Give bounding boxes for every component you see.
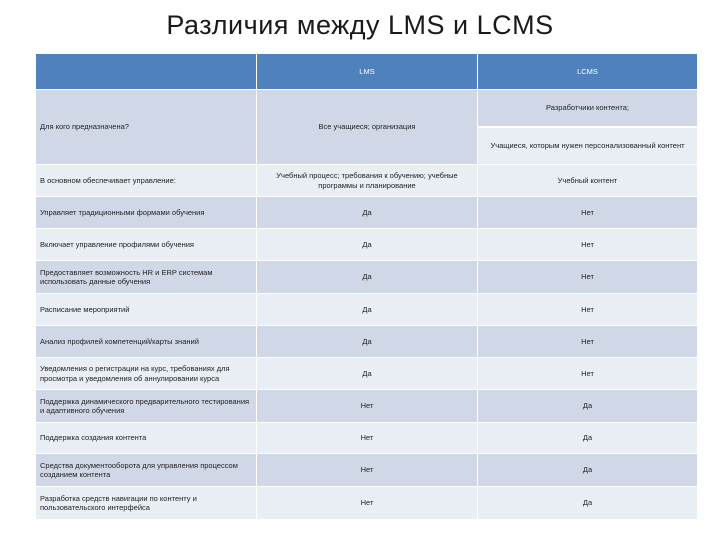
table-row <box>36 197 698 229</box>
header-cell-lms: LMS <box>257 54 478 90</box>
row-lms-value: Да <box>257 197 478 229</box>
row-lcms-value: Да <box>478 454 698 487</box>
table-row <box>36 165 698 197</box>
audience-lcms <box>478 90 698 165</box>
row-label: Поддержка создания контента <box>36 423 257 454</box>
table-row <box>36 423 698 454</box>
page-title: Различия между LMS и LCMS <box>166 10 554 40</box>
table-row-audience <box>36 90 698 165</box>
row-lms-value: Нет <box>257 390 478 423</box>
row-lcms-value: Нет <box>478 197 698 229</box>
row-label: Анализ профилей компетенций/карты знаний <box>36 326 257 358</box>
row-lms-value: Да <box>257 261 478 294</box>
row-lcms-value: Нет <box>478 358 698 390</box>
row-lms-value: Да <box>257 358 478 390</box>
row-lcms-value: Да <box>478 487 698 520</box>
table-row <box>36 229 698 261</box>
row-label: Поддержка динамического предварительного тестирования и адаптивного обучения <box>36 390 257 423</box>
header-cell-feature <box>36 54 257 90</box>
row-label: Включает управление профилями обучения <box>36 229 257 261</box>
table-row <box>36 358 698 390</box>
row-label: Управляет традиционными формами обучения <box>36 197 257 229</box>
table-header-row <box>36 54 698 90</box>
audience-lcms-bottom: Учащиеся, которым нужен персонализованный контент <box>478 128 697 164</box>
row-label: В основном обеспечивает управление: <box>36 165 257 197</box>
table-row <box>36 326 698 358</box>
row-lms-value: Да <box>257 229 478 261</box>
row-lms-value: Да <box>257 326 478 358</box>
table-row <box>36 294 698 326</box>
audience-lms: Все учащиеся; организация <box>257 90 478 165</box>
row-label: Расписание мероприятий <box>36 294 257 326</box>
row-lms-value: Нет <box>257 454 478 487</box>
row-lms-value: Учебный процесс; требования к обучению; учебные программы и планирование <box>257 165 478 197</box>
row-lms-value: Да <box>257 294 478 326</box>
row-lcms-value: Учебный контент <box>478 165 698 197</box>
row-lcms-value: Да <box>478 390 698 423</box>
table-row <box>36 390 698 423</box>
table-row <box>36 487 698 520</box>
row-lcms-value: Нет <box>478 261 698 294</box>
row-label: Уведомления о регистрации на курс, требованиях для просмотра и уведомления об аннулировании курса <box>36 358 257 390</box>
row-lcms-value: Нет <box>478 229 698 261</box>
table-row <box>36 454 698 487</box>
row-lms-value: Нет <box>257 487 478 520</box>
audience-label: Для кого предназначена? <box>36 90 257 165</box>
header-cell-lcms: LCMS <box>478 54 698 90</box>
row-lcms-value: Нет <box>478 294 698 326</box>
row-label: Предоставляет возможность HR и ERP системам использовать данные обучения <box>36 261 257 294</box>
audience-lcms-top: Разработчики контента; <box>478 90 697 128</box>
row-lcms-value: Да <box>478 423 698 454</box>
row-label: Разработка средств навигации по контенту и пользовательского интерфейса <box>36 487 257 520</box>
row-label: Средства документооборота для управления процессом созданием контента <box>36 454 257 487</box>
row-lcms-value: Нет <box>478 326 698 358</box>
table-row <box>36 261 698 294</box>
row-lms-value: Нет <box>257 423 478 454</box>
comparison-table <box>35 53 698 520</box>
